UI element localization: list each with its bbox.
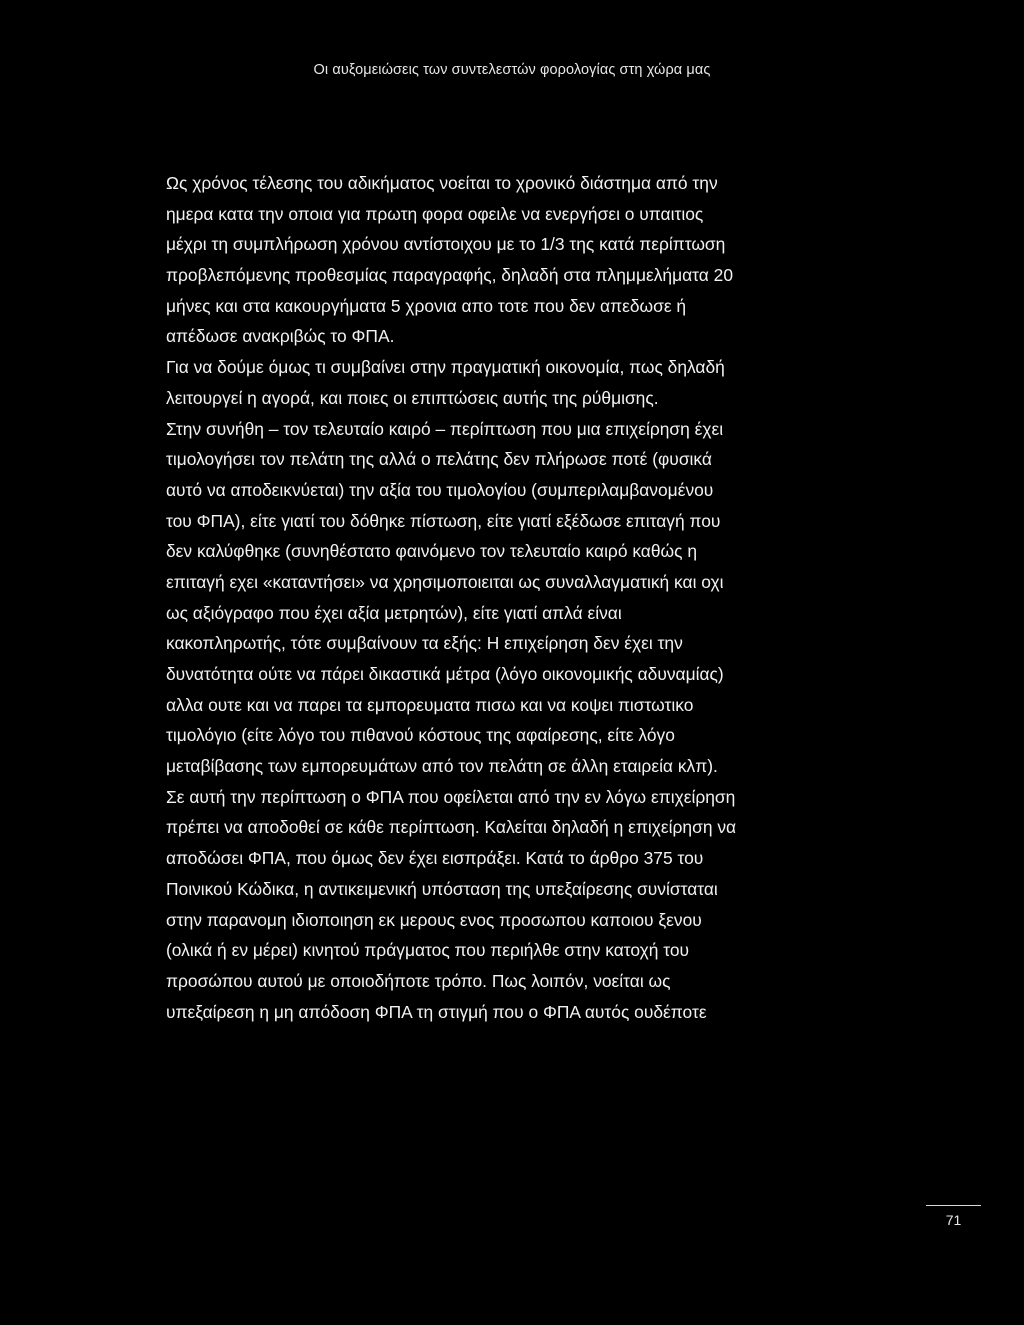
- text-line: πρέπει να αποδοθεί σε κάθε περίπτωση. Καλείται δηλαδή η επιχείρηση να: [166, 817, 737, 838]
- text-line: κακοπληρωτής, τότε συμβαίνουν τα εξής: Η επιχείρηση δεν έχει την: [166, 633, 683, 654]
- text-line: Στην συνήθη – τον τελευταίο καιρό – περίπτωση που μια επιχείρηση έχει: [166, 418, 724, 439]
- text-line: μεταβίβασης των εμπορευμάτων από τον πελάτη σε άλλη εταιρεία κλπ).: [166, 756, 718, 777]
- text-line: αλλα ουτε και να παρει τα εμπορευματα πισω και να κοψει πιστωτικο: [166, 694, 694, 715]
- text-line: Ποινικού Κώδικα, η αντικειμενική υπόσταση της υπεξαίρεσης συνίσταται: [166, 878, 718, 899]
- text-line: υπεξαίρεση η μη απόδοση ΦΠΑ τη στιγμή που ο ΦΠΑ αυτός ουδέποτε: [166, 1001, 707, 1022]
- text-line: αυτό να αποδεικνύεται) την αξία του τιμολογίου (συμπεριλαμβανομένου: [166, 479, 714, 500]
- text-line: μέχρι τη συμπλήρωση χρόνου αντίστοιχου με το 1/3 της κατά περίπτωση: [166, 234, 726, 255]
- text-line: Ως χρόνος τέλεσης του αδικήματος νοείται το χρονικό διάστημα από την: [166, 173, 718, 193]
- text-line: τιμολογήσει τον πελάτη της αλλά ο πελάτης δεν πλήρωσε ποτέ (φυσικά: [166, 449, 712, 470]
- text-line: λειτουργεί η αγορά, και ποιες οι επιπτώσεις αυτής της ρύθμισης.: [166, 387, 659, 408]
- text-line: του ΦΠΑ), είτε γιατί του δόθηκε πίστωση, είτε γιατί εξέδωσε επιταγή που: [166, 510, 721, 531]
- text-line: δυνατότητα ούτε να πάρει δικαστικά μέτρα (λόγο οικονομικής αδυναμίας): [166, 664, 724, 684]
- text-line: (ολικά ή εν μέρει) κινητού πράγματος που περιήλθε στην κατοχή του: [166, 940, 690, 961]
- text-line: απέδωσε ανακριβώς το ΦΠΑ.: [166, 326, 395, 347]
- text-line: προβλεπόμενης προθεσμίας παραγραφής, δηλαδή στα πλημμελήματα 20: [166, 265, 734, 286]
- text-line: Για να δούμε όμως τι συμβαίνει στην πραγματική οικονομία, πως δηλαδή: [166, 357, 725, 378]
- text-line: ημερα κατα την οποια για πρωτη φορα οφειλε να ενεργήσει ο υπαιτιος: [166, 203, 704, 224]
- text-line: στην παρανομη ιδιοποιηση εκ μερους ενος προσωπου καποιου ξενου: [166, 909, 702, 930]
- text-line: Σε αυτή την περίπτωση ο ΦΠΑ που οφείλεται από την εν λόγω επιχείρηση: [166, 786, 736, 807]
- text-line: ως αξιόγραφο που έχει αξία μετρητών), είτε γιατί απλά είναι: [166, 602, 622, 623]
- text-line: δεν καλύφθηκε (συνηθέστατο φαινόμενο τον τελευταίο καιρό καθώς η: [166, 541, 697, 562]
- text-line: επιταγή εχει «καταντήσει» να χρησιμοποιειται ως συναλλαγματική και οχι: [166, 571, 724, 592]
- footer-rule: [926, 1205, 981, 1206]
- running-header: Οι αυξομειώσεις των συντελεστών φορολογίας στη χώρα μας: [313, 62, 711, 78]
- page-number: 71: [945, 1212, 962, 1228]
- text-line: προσώπου αυτού με οποιοδήποτε τρόπο. Πως λοιπόν, νοείται ως: [166, 970, 671, 991]
- text-line: τιμολόγιο (είτε λόγο του πιθανού κόστους της αφαίρεσης, είτε λόγο: [166, 725, 675, 746]
- text-line: αποδώσει ΦΠΑ, που όμως δεν έχει εισπράξει. Κατά το άρθρο 375 του: [166, 848, 704, 869]
- body-text: [166, 168, 886, 1027]
- text-line: μήνες και στα κακουργήματα 5 χρονια απο τοτε που δεν απεδωσε ή: [166, 295, 687, 316]
